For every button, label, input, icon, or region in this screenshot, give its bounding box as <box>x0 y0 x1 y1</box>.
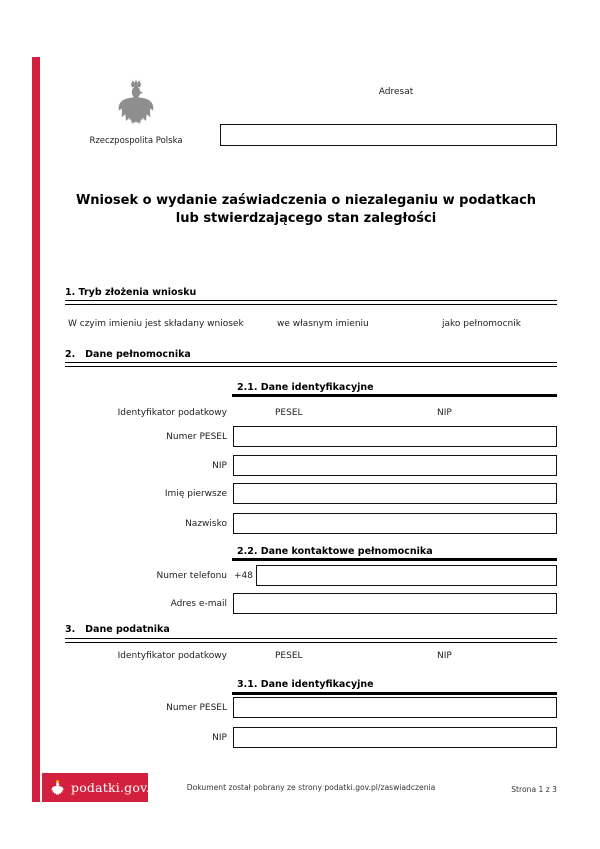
taxpayer-pesel-label: Numer PESEL <box>166 703 227 713</box>
section-3-divider <box>65 638 557 643</box>
document-title-line2: lub stwierdzającego stan zaległości <box>175 210 437 226</box>
tax-id-label: Identyfikator podatkowy <box>117 408 227 418</box>
polish-eagle-emblem-icon <box>117 78 155 126</box>
taxpayer-nip-label: NIP <box>212 733 227 743</box>
proxy-nip-label: NIP <box>212 461 227 471</box>
page-indicator: Strona 1 z 3 <box>511 785 557 794</box>
proxy-pesel-label: Numer PESEL <box>166 432 227 442</box>
taxpayer-tax-id-option-pesel[interactable]: PESEL <box>275 651 303 661</box>
tax-id-option-nip[interactable]: NIP <box>437 408 452 418</box>
download-note: Dokument został pobrany ze strony podatki.gov.pl/zaswiadczenia <box>186 783 436 792</box>
section-2-1-heading: 2.1. Dane identyfikacyjne <box>237 382 374 393</box>
podatki-logo-text: podatki.gov.pl <box>71 780 163 795</box>
addressee-label: Adresat <box>378 87 414 97</box>
taxpayer-tax-id-option-nip[interactable]: NIP <box>437 651 452 661</box>
section-2-2-divider <box>232 558 557 561</box>
section-3-1-divider <box>232 692 557 695</box>
podatki-logo-eagle-icon <box>51 779 64 796</box>
document-title <box>48 192 564 227</box>
proxy-pesel-input[interactable] <box>233 426 557 447</box>
country-label: Rzeczpospolita Polska <box>89 136 183 146</box>
tax-id-option-pesel[interactable]: PESEL <box>275 408 303 418</box>
section-2-2-heading: 2.2. Dane kontaktowe pełnomocnika <box>237 546 433 557</box>
left-accent-bar <box>32 57 40 802</box>
proxy-first-name-label: Imię pierwsze <box>164 489 227 499</box>
option-as-proxy[interactable]: jako pełnomocnik <box>442 319 521 329</box>
taxpayer-tax-id-label: Identyfikator podatkowy <box>117 651 227 661</box>
email-label: Adres e-mail <box>170 599 227 609</box>
phone-prefix: +48 <box>234 571 253 581</box>
phone-label: Numer telefonu <box>156 571 227 581</box>
phone-input[interactable] <box>256 565 557 586</box>
addressee-input[interactable] <box>220 124 557 146</box>
proxy-last-name-label: Nazwisko <box>185 519 227 529</box>
section-2-1-divider <box>232 394 557 397</box>
section-3-1-heading: 3.1. Dane identyfikacyjne <box>237 679 374 690</box>
option-own-behalf[interactable]: we własnym imieniu <box>277 319 369 329</box>
section-1-heading: 1. Tryb złożenia wniosku <box>65 287 197 298</box>
document-title-line1: Wniosek o wydanie zaświadczenia o niezaleganiu w podatkach <box>75 193 537 208</box>
email-input[interactable] <box>233 593 557 614</box>
proxy-first-name-input[interactable] <box>233 483 557 504</box>
submission-mode-question: W czyim imieniu jest składany wniosek <box>68 319 244 329</box>
proxy-nip-input[interactable] <box>233 455 557 476</box>
taxpayer-nip-input[interactable] <box>233 727 557 748</box>
section-3-heading: 3. Dane podatnika <box>65 624 170 635</box>
taxpayer-pesel-input[interactable] <box>233 697 557 718</box>
section-2-heading: 2. Dane pełnomocnika <box>65 349 191 360</box>
section-2-divider <box>65 362 557 367</box>
proxy-last-name-input[interactable] <box>233 513 557 534</box>
section-1-divider <box>65 300 557 305</box>
